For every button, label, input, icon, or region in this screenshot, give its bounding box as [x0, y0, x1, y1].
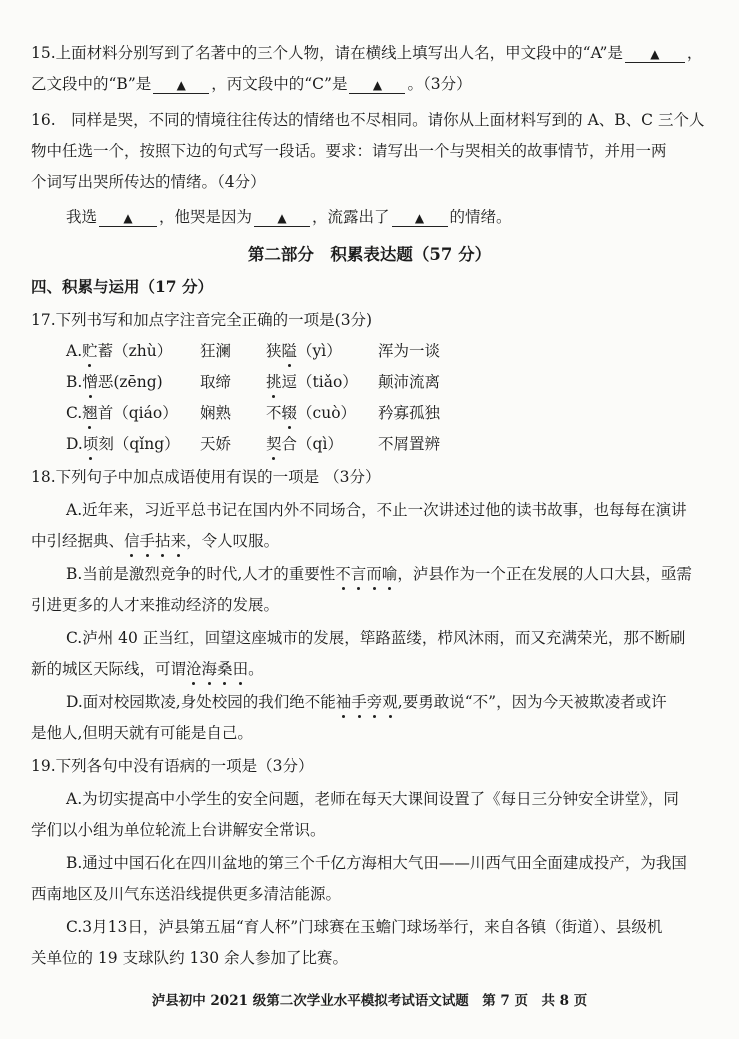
q16-text: 我选: [66, 208, 98, 226]
q19-option-c-line-2: 关单位的 19 支球队约 130 余人参加了比赛。: [31, 949, 349, 967]
q19-option-c-line-1: C.3月13日，泸县第五届“育人杯”门球赛在玉蟾门球场举行，来自各镇（街道）、县级机: [66, 918, 663, 936]
q19-option-b-line-2: 西南地区及川气东送沿线提供更多清洁能源。: [31, 885, 342, 903]
section-4-title: 四、积累与运用（17 分）: [31, 277, 213, 296]
answer-blank-c[interactable]: [349, 78, 405, 94]
q18-text: ，令人叹服。: [186, 532, 280, 550]
q17-option-b-col-3: 挑逗（tiǎo）: [266, 373, 358, 391]
q18-option-d-line-1: D.面对校园欺凌,身处校园的我们绝不能袖手旁观,要勇敢说“不”，因为今天被欺凌者或许: [66, 693, 667, 711]
q19-option-a-line-1: A.为切实提高中小学生的安全问题，老师在每天大课间设置了《每日三分钟安全讲堂》，同: [66, 790, 679, 808]
q16-sentence: [66, 206, 512, 228]
answer-blank-choice[interactable]: [99, 211, 157, 227]
q17-option-a-col-3: 狭隘（yì）: [266, 342, 342, 360]
q15-text: 乙文段中的“B”是: [31, 75, 152, 93]
q18-option-a-line-1: A.近年来，习近平总书记在国内外不同场合，不止一次讲述过他的读书故事，也每每在演讲: [66, 501, 687, 519]
q18-text: ，泸县作为一个正在发展的人口大县，亟需: [397, 565, 692, 583]
triangle-icon: ▲: [414, 211, 425, 225]
q17-option-b-col-2: 取缔: [200, 373, 232, 391]
q15-text: ，: [686, 44, 703, 62]
q16-line-1: 16. 同样是哭，不同的情境往往传达的情绪也不尽相同。请你从上面材料写到的 A、B、C 三个人: [31, 111, 705, 129]
q17-option-d-col-3: 契合（qì）: [266, 435, 343, 453]
q15-text: 15.上面材料分别写到了名著中的三个人物，请在横线上填写出人名，甲文段中的“A”是: [31, 44, 623, 62]
q18-option-c-line-2: 新的城区天际线，可谓沧海桑田。: [31, 660, 264, 678]
answer-blank-a[interactable]: [625, 47, 685, 63]
q17-option-c-col-4: 矜寡孤独: [378, 404, 441, 422]
triangle-icon: ▲: [650, 47, 660, 61]
triangle-icon: ▲: [277, 211, 287, 225]
q15-text: ，丙文段中的“C”是: [211, 75, 348, 93]
triangle-icon: ▲: [176, 78, 186, 92]
q17-option-b-col-1: B.憎恶(zēng): [66, 373, 163, 391]
q18-text: 中引经据典、: [31, 532, 125, 550]
q19-option-a-line-2: 学们以小组为单位轮流上台讲解安全常识。: [31, 821, 326, 839]
q19-stem: 19.下列各句中没有语病的一项是（3分）: [31, 757, 314, 775]
q18-option-d-line-2: 是他人,但明天就有可能是自己。: [31, 724, 253, 742]
q17-option-c-col-2: 娴熟: [200, 404, 232, 422]
q18-option-b-line-2: 引进更多的人才来推动经济的发展。: [31, 596, 280, 614]
q16-text: ，流露出了: [312, 208, 390, 226]
q17-stem: 17.下列书写和加点字注音完全正确的一项是(3分): [31, 311, 373, 329]
q17-option-a-col-2: 狂澜: [200, 342, 232, 360]
q16-line-3: 个词写出哭所传达的情绪。（4分）: [31, 173, 266, 191]
q17-option-d-col-4: 不屑置辨: [378, 435, 441, 453]
q18-option-a-line-2: 中引经据典、信手拈来，令人叹服。: [31, 532, 280, 550]
q16-text: 的情绪。: [449, 208, 512, 226]
triangle-icon: ▲: [372, 78, 383, 92]
q17-option-c-col-3: 不辍（cuò）: [266, 404, 357, 422]
q18-text: 。: [248, 660, 264, 678]
q16-line-2: 物中任选一个，按照下边的句式写一段话。要求：请写出一个与哭相关的故事情节，并用一两: [31, 142, 667, 160]
q17-option-b-col-4: 颠沛流离: [378, 373, 441, 391]
q17-option-d-col-2: 天娇: [200, 435, 232, 453]
page-footer: 泸县初中 2021 级第二次学业水平模拟考试语文试题 第 7 页 共 8 页: [151, 993, 588, 1009]
q15-line-1: [31, 42, 702, 64]
q18-stem: 18.下列句子中加点成语使用有误的一项是 （3分）: [31, 468, 381, 486]
answer-blank-b[interactable]: [153, 78, 209, 94]
q17-option-d-col-1: D.顷刻（qǐng）: [66, 435, 180, 453]
q17-option-a-col-1-text: 贮蓄（zhù）: [82, 342, 173, 360]
q16-text: ，他哭是因为: [159, 208, 253, 226]
answer-blank-emotion[interactable]: [392, 211, 448, 227]
q17-option-a-col-1: A.贮蓄（zhù）: [66, 342, 173, 360]
q18-text: 新的城区天际线，可谓: [31, 660, 187, 678]
q18-option-b-line-1: B.当前是激烈竞争的时代,人才的重要性不言而喻，泸县作为一个正在发展的人口大县，亟需: [66, 565, 692, 583]
q18-text: D.面对校园欺凌,身处校园的我们绝不能: [66, 693, 336, 711]
q17-option-c-col-1: C.翘首（qiáo）: [66, 404, 178, 422]
q15-text: 。（3分）: [407, 75, 472, 93]
triangle-icon: ▲: [123, 211, 133, 225]
q18-option-c-line-1: C.泸州 40 正当红，回望这座城市的发展，筚路蓝缕，栉风沐雨，而又充满荣光，那不断刷: [66, 629, 686, 647]
q19-option-b-line-1: B.通过中国石化在四川盆地的第三个千亿方海相大气田——川西气田全面建成投产，为我国: [66, 854, 687, 872]
part-2-title: 第二部分 积累表达题（57 分）: [247, 245, 492, 264]
q18-text: ,要勇敢说“不”，因为今天被欺凌者或许: [397, 693, 667, 711]
q15-line-2: [31, 73, 472, 95]
q18-text: B.当前是激烈竞争的时代,人才的重要性: [66, 565, 336, 583]
q17-option-a-col-4: 浑为一谈: [378, 342, 441, 360]
answer-blank-reason[interactable]: [254, 211, 310, 227]
